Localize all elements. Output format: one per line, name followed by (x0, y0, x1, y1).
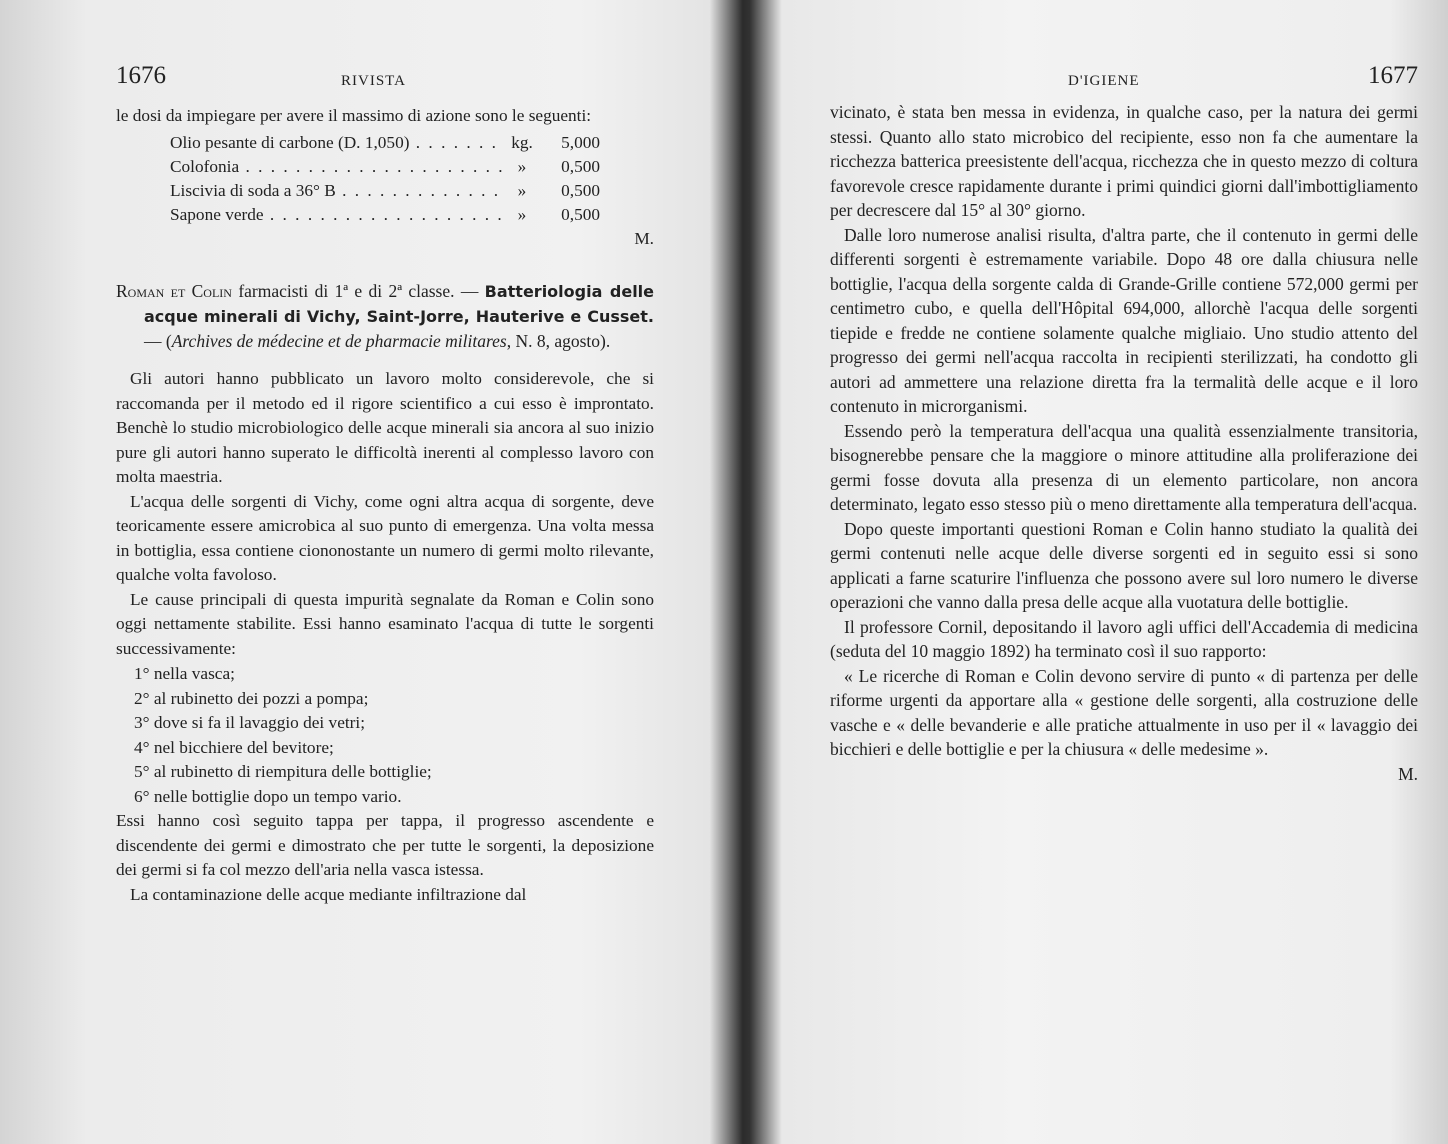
recipe-intro: le dosi da impiegare per avere il massimo di azione sono le seguenti: (116, 106, 592, 125)
cornil-quote: « Le ricerche di Roman e Colin devono servire di punto « di partenza per delle riforme urgenti da apportare alla « gestione delle sorgenti, alla costruzione delle vasche e « delle bevanderie e alle pratiche attualmente in uso per il « lavaggio dei bicchieri e delle bottiglie e per la chiusura « delle medesime ». (830, 665, 1418, 759)
recipe-row (170, 155, 600, 179)
citation-authors: Roman et Colin (116, 281, 232, 301)
list-item: 5° al rubinetto di riempitura delle bottiglie; (134, 762, 432, 781)
recipe-row (170, 179, 600, 203)
right-paragraph-2: Dalle loro numerose analisi risulta, d'altra parte, che il contenuto in germi delle differenti sorgenti è estremamente variabile. Dopo 48 ore dalla chiusura nelle bottiglie, l'acqua della sorgente calda di Grande-Grille contiene 572,000 germi per centimetro cubo, e quella dell'Hôpital 694,000, allorchè l'acqua delle sorgenti tiepide e fredde ne contiene solamente qualche migliaio. Uno studio attento del progresso dei germi nell'acqua raccolta in recipienti sterilizzati, ha condotto gli autori ad ammettere una relazione diretta fra la termalità delle acque e il loro contenuto in microrganismi. (830, 224, 1418, 416)
right-signature: M. (1398, 763, 1418, 784)
recipe-unit: » (517, 156, 527, 176)
recipe-unit: kg. (511, 132, 533, 152)
citation-details: , N. 8, agosto). (506, 331, 611, 351)
right-page-header (830, 62, 1418, 96)
recipe-unit: » (517, 204, 527, 224)
left-paragraph-4: Essi hanno così seguito tappa per tappa, il progresso ascendente e discendente dei germi e dimostrato che per tutte le sorgenti, la deposizione dei germi si fa col mezzo dell'aria nella vasca istessa. (116, 811, 654, 879)
list-item: 6° nelle bottiglie dopo un tempo vario. (134, 786, 402, 806)
right-page-number: 1677 (1368, 62, 1418, 89)
right-paragraph-3: Essendo però la temperatura dell'acqua una qualità essenzialmente transitoria, bisognerebbe pensare che la maggiore o minore attitudine alla proliferazione dei germi fosse dovuta alla presenza di un elemento particolare, non ancora determinato, legato esso stesso più o meno direttamente alla temperatura dell'acqua. (830, 420, 1418, 514)
left-paragraph-5: La contaminazione delle acque mediante infiltrazione dal (130, 884, 527, 904)
recipe-row (170, 203, 600, 227)
citation-credentials: farmacisti di 1ª e di 2ª classe. — (238, 281, 479, 301)
recipe-item: Sapone verde . . . (170, 203, 504, 227)
citation-title: Batteriologia delle acque minerali di Vichy, Saint-Jorre, Hauterive e Cusset. (144, 282, 655, 326)
right-running-head: D'IGIENE (1068, 73, 1140, 89)
list-item: 1° nella vasca; (134, 664, 235, 683)
right-page-body (830, 100, 1418, 786)
right-paragraph-1: vicinato, è stata ben messa in evidenza, in qualche caso, per la natura dei germi stessi. Quanto allo stato microbico del recipiente, esso non fa che aumentare la ricchezza batterica preesistente dell'acqua, ricchezza che in questo mezzo di coltura favorevole cresce rapidamente durante i primi quindici giorni dall'imbottigliamento per decrescere dal 15° al 30° giorno. (830, 102, 1418, 220)
left-running-head: RIVISTA (341, 73, 406, 89)
left-paragraph-3: Le cause principali di questa impurità segnalate da Roman e Colin sono oggi nettamente stabilite. Essi hanno esaminato l'acqua di tutte le sorgenti successivamente: (116, 589, 654, 658)
citation-source: Archives de médecine et de pharmacie militares (171, 331, 507, 351)
recipe-qty: 0,500 (561, 204, 600, 224)
recipe-item: Olio pesante di carbone (D. 1,050) . . . (170, 131, 504, 155)
left-paragraph-2: L'acqua delle sorgenti di Vichy, come ogni altra acqua di sorgente, deve teoricamente essere amicrobica al suo punto di emergenza. Una volta messa in bottiglia, essa contiene ciononostante un numero di germi molto rilevante, qualche volta favoloso. (116, 491, 654, 584)
recipe-unit: » (517, 180, 527, 200)
recipe-table (170, 131, 600, 227)
list-item: 4° nel bicchiere del bevitore; (134, 737, 334, 757)
recipe-qty: 0,500 (561, 156, 600, 176)
article-citation (116, 279, 654, 353)
list-item: 3° dove si fa il lavaggio dei vetri; (134, 713, 366, 732)
right-paragraph-5: Il professore Cornil, depositando il lavoro agli uffici dell'Accademia di medicina (seduta del 10 maggio 1892) ha terminato così il suo rapporto: (830, 616, 1418, 661)
recipe-item: Colofonia . . . (170, 155, 504, 179)
left-page-header (116, 62, 656, 96)
list-item: 2° al rubinetto dei pozzi a pompa; (134, 688, 369, 708)
left-paragraph-1: Gli autori hanno pubblicato un lavoro molto considerevole, che si raccomanda per il metodo ed il rigore scientifico a cui esso è improntato. Benchè lo studio microbiologico delle acque minerali sia ancora al suo inizio pure gli autori hanno superato le difficoltà inerenti al complesso lavoro con molta maestria. (116, 369, 654, 486)
recipe-row (170, 131, 600, 155)
recipe-qty: 5,000 (561, 132, 600, 152)
recipe-signature: M. (634, 228, 654, 248)
citation-dash: — ( (144, 331, 172, 351)
right-paragraph-4: Dopo queste importanti questioni Roman e Colin hanno studiato la qualità dei germi contenuti nelle acque delle diverse sorgenti ed in seguito essi si sono applicati a farne scaturire l'influenza che possono avere sul loro numero le diverse operazioni che vanno dalla presa delle acque alla vuotatura delle bottiglie. (830, 518, 1418, 612)
left-page-number: 1676 (116, 62, 166, 89)
right-page (748, 0, 1448, 1144)
left-page-body (116, 104, 654, 907)
recipe-item: Liscivia di soda a 36° B . . . (170, 179, 504, 203)
recipe-qty: 0,500 (561, 180, 600, 200)
sampling-list (134, 662, 654, 809)
